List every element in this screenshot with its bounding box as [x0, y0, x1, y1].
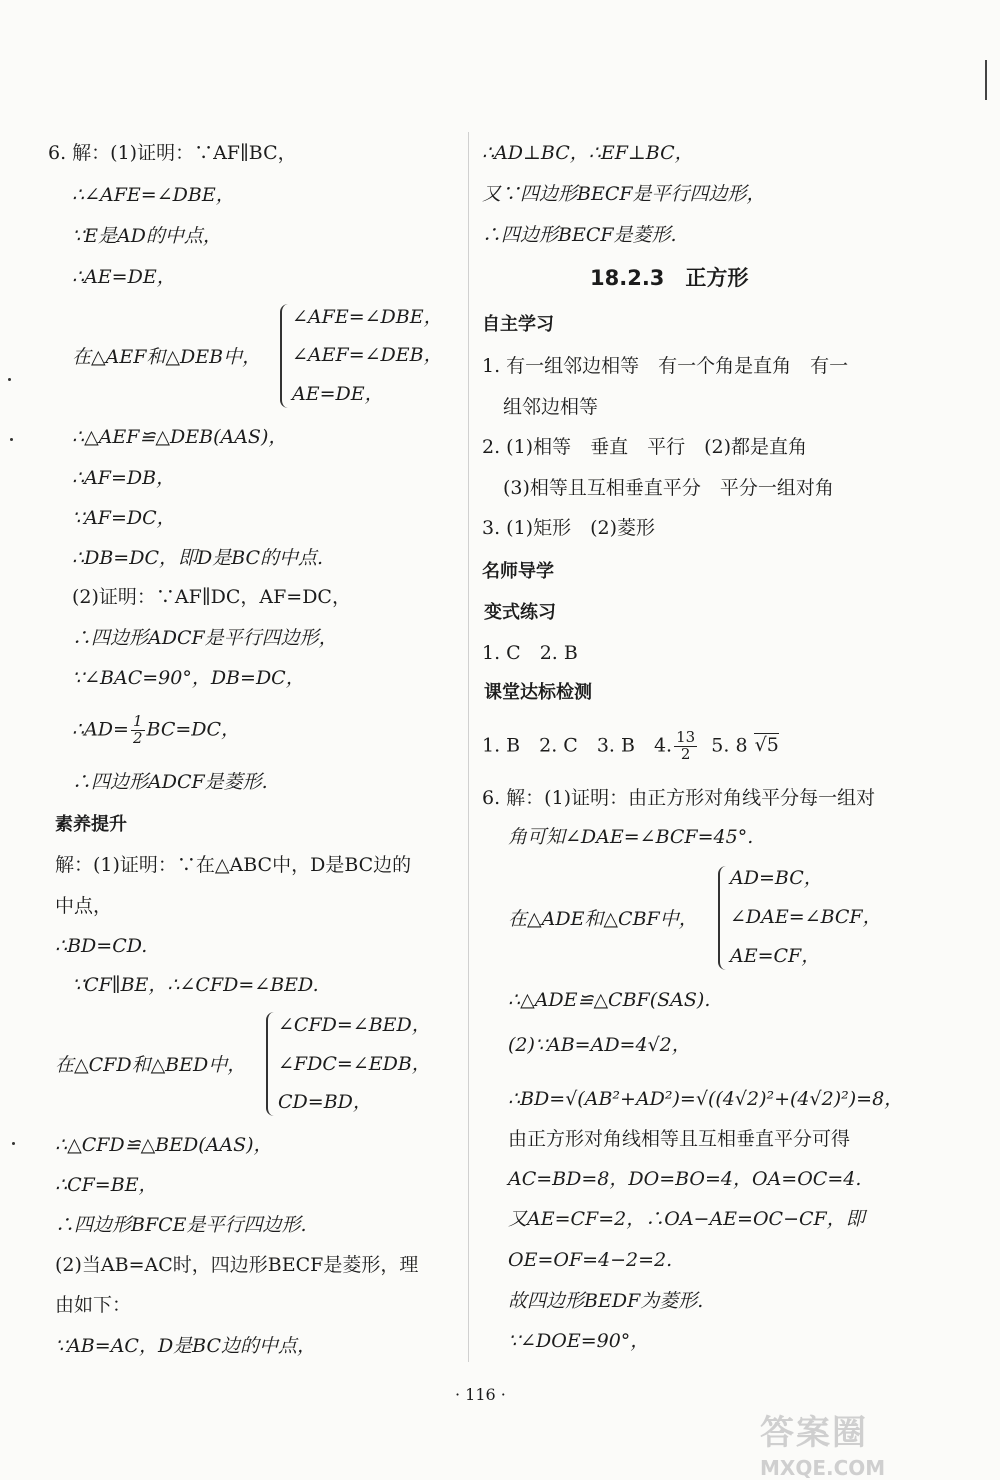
answer-6-header: 6. 解：(1)证明：由正方形对角线平分每一组对 [482, 787, 876, 809]
system-line: ∠CFD=∠BED， [278, 1014, 431, 1036]
text-line: (2)∵AB=AD=4√2， [508, 1034, 691, 1056]
page-edge-mark [985, 60, 987, 100]
text-line: ∴∠AFE=∠DBE， [72, 184, 235, 206]
system-line: ∠DAE=∠BCF， [730, 906, 882, 928]
text-line: 中点， [55, 895, 113, 917]
text-line-fraction [72, 714, 240, 747]
system-line: AD=BC， [730, 867, 823, 889]
system-prefix: 在△CFD和△BED中， [55, 1054, 247, 1076]
brace [280, 304, 292, 408]
text-line: 3. (1)矩形 (2)菱形 [482, 517, 655, 539]
text-line: ∴CF=BE， [55, 1174, 158, 1196]
text: 5. 8 [711, 734, 748, 757]
text-line: 1. 有一组邻边相等 有一个角是直角 有一 [482, 355, 849, 377]
text-line: 由如下： [55, 1294, 132, 1316]
text-line: ∴四边形BFCE是平行四边形. [55, 1214, 307, 1236]
text-line: ∴AF=DB， [72, 467, 176, 489]
denominator: 2 [680, 744, 691, 763]
text: 1. B 2. C 3. B 4. [482, 734, 673, 757]
system-line: AE=DE， [292, 383, 384, 405]
text-line: (2)当AB=AC时，四边形BECF是菱形，理 [55, 1254, 419, 1276]
watermark [760, 1405, 885, 1480]
system-line: CD=BD， [278, 1091, 372, 1113]
text-line: ∴AE=DE， [72, 266, 176, 288]
fraction [674, 730, 697, 763]
system-prefix: 在△ADE和△CBF中， [508, 908, 698, 930]
text-line: ∵AF=DC， [72, 507, 176, 529]
text-line: ∵∠BAC=90°，DB=DC， [72, 667, 305, 689]
scan-dot [12, 1142, 15, 1145]
system-line: ∠AFE=∠DBE， [292, 306, 443, 328]
section-title: 18.2.3 正方形 [590, 266, 749, 290]
text-line: 又AE=CF=2，∴OA−AE=OC−CF，即 [508, 1208, 865, 1230]
brace [266, 1012, 278, 1116]
text-line: ∴DB=DC，即D是BC的中点. [72, 547, 324, 569]
text-line: 1. C 2. B [482, 642, 578, 664]
text-line: ∴BD=CD. [55, 935, 148, 957]
watermark-url: MXQE.COM [760, 1456, 886, 1480]
text-line: ∵E是AD的中点， [72, 225, 222, 247]
watermark-logo-text: 答案圈 [760, 1413, 868, 1453]
text-line: ∵AB=AC，D是BC边的中点， [55, 1335, 317, 1357]
text-line: (3)相等且互相垂直平分 平分一组对角 [503, 477, 834, 499]
text-line: ∴△ADE≌△CBF(SAS). [508, 989, 711, 1011]
text-line: ∴BD=√(AB²+AD²)=√((4√2)²+(4√2)²)=8， [508, 1088, 904, 1110]
text-line: ∴△CFD≌△BED(AAS)， [55, 1134, 273, 1156]
system-line: ∠FDC=∠EDB， [278, 1053, 431, 1075]
text-line: ∵CF∥BE，∴∠CFD=∠BED. [72, 974, 319, 996]
answer-6-header: 6. 解：(1)证明：∵AF∥BC， [48, 142, 297, 164]
text-line: (2)证明：∵AF∥DC，AF=DC， [72, 586, 351, 608]
text-line: 故四边形BEDF为菱形. [508, 1290, 704, 1312]
text-line: 解：(1)证明：∵在△ABC中，D是BC边的 [55, 854, 412, 876]
text-line: 2. (1)相等 垂直 平行 (2)都是直角 [482, 436, 807, 458]
column-divider [468, 132, 469, 1362]
text-line: ∴四边形ADCF是菱形. [72, 771, 268, 793]
page-number: · 116 · [455, 1385, 506, 1404]
text-line: 又∵四边形BECF是平行四边形， [482, 183, 766, 205]
text: BC=DC， [146, 718, 241, 741]
section-heading: 名师导学 [482, 561, 554, 582]
brace [718, 866, 730, 970]
system-line: AE=CF， [730, 945, 821, 967]
system-line: ∠AEF=∠DEB， [292, 344, 443, 366]
text-line: ∴AD⊥BC，∴EF⊥BC， [482, 142, 694, 164]
text-line: 角可知∠DAE=∠BCF=45°. [508, 826, 754, 848]
fraction [131, 714, 145, 747]
denominator: 2 [132, 728, 143, 747]
system-prefix: 在△AEF和△DEB中， [72, 346, 262, 368]
text-line: ∴四边形ADCF是平行四边形， [72, 627, 338, 649]
square-root: √5 [754, 734, 779, 757]
scan-dot [10, 438, 13, 441]
text-line: OE=OF=4−2=2. [508, 1249, 673, 1271]
text-line: ∵∠DOE=90°， [508, 1330, 650, 1352]
sub-heading: 变式练习 [484, 602, 556, 623]
numerator: 13 [676, 728, 696, 746]
text-line: AC=BD=8，DO=BO=4，OA=OC=4. [508, 1168, 862, 1190]
section-heading: 素养提升 [55, 814, 127, 835]
numerator: 1 [132, 712, 143, 730]
text-line: 组邻边相等 [503, 396, 599, 418]
text-line: 由正方形对角线相等且互相垂直平分可得 [508, 1128, 851, 1150]
text-line: ∴四边形BECF是菱形. [482, 224, 677, 246]
text: ∴AD= [72, 718, 129, 741]
scan-dot [8, 378, 11, 381]
section-heading: 自主学习 [482, 314, 554, 335]
sub-heading: 课堂达标检测 [484, 682, 592, 703]
answer-line-fraction [482, 730, 779, 763]
text-line: ∴△AEF≌△DEB(AAS)， [72, 426, 288, 448]
